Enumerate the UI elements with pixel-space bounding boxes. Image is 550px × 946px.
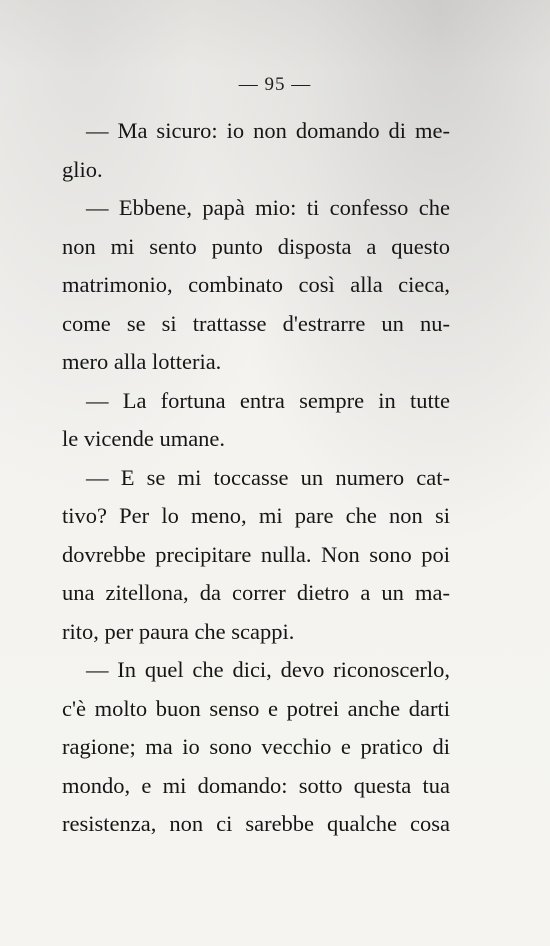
text-line: — E se mi toccasse un numero cat- xyxy=(86,464,450,490)
text-line: le vicende umane. xyxy=(62,426,226,451)
text-line: tivo? Per lo meno, mi pare che non si xyxy=(62,503,450,528)
text-line: ragione; ma io sono vecchio e pratico di xyxy=(62,734,450,759)
text-line: non mi sento punto disposta a questo xyxy=(62,233,450,259)
text-line: — La fortuna entra sempre in tutte xyxy=(86,387,450,413)
text-line: mondo, e mi domando: sotto questa tua xyxy=(62,772,450,798)
text-line: mero alla lotteria. xyxy=(62,349,222,374)
text-line: resistenza, non ci sarebbe qualche cosa xyxy=(62,811,450,836)
text-line: rito, per paura che scappi. xyxy=(62,618,295,644)
text-line: una zitellona, da correr dietro a un ma- xyxy=(62,580,450,605)
text-line: dovrebbe precipitare nulla. Non sono poi xyxy=(62,541,450,567)
text-line: matrimonio, combinato così alla cieca, xyxy=(62,272,450,297)
text-line: glio. xyxy=(62,156,103,182)
text-line: come se si trattasse d'estrarre un nu- xyxy=(62,310,450,336)
text-line: c'è molto buon senso e potrei anche darti xyxy=(62,695,450,721)
text-line: — In quel che dici, devo riconoscerlo, xyxy=(86,657,450,682)
text-line: — Ebbene, papà mio: ti confesso che xyxy=(86,195,450,220)
page-number: — 95 — xyxy=(238,74,312,95)
body-text xyxy=(62,112,450,844)
text-line: — Ma sicuro: io non domando di me- xyxy=(86,118,450,143)
